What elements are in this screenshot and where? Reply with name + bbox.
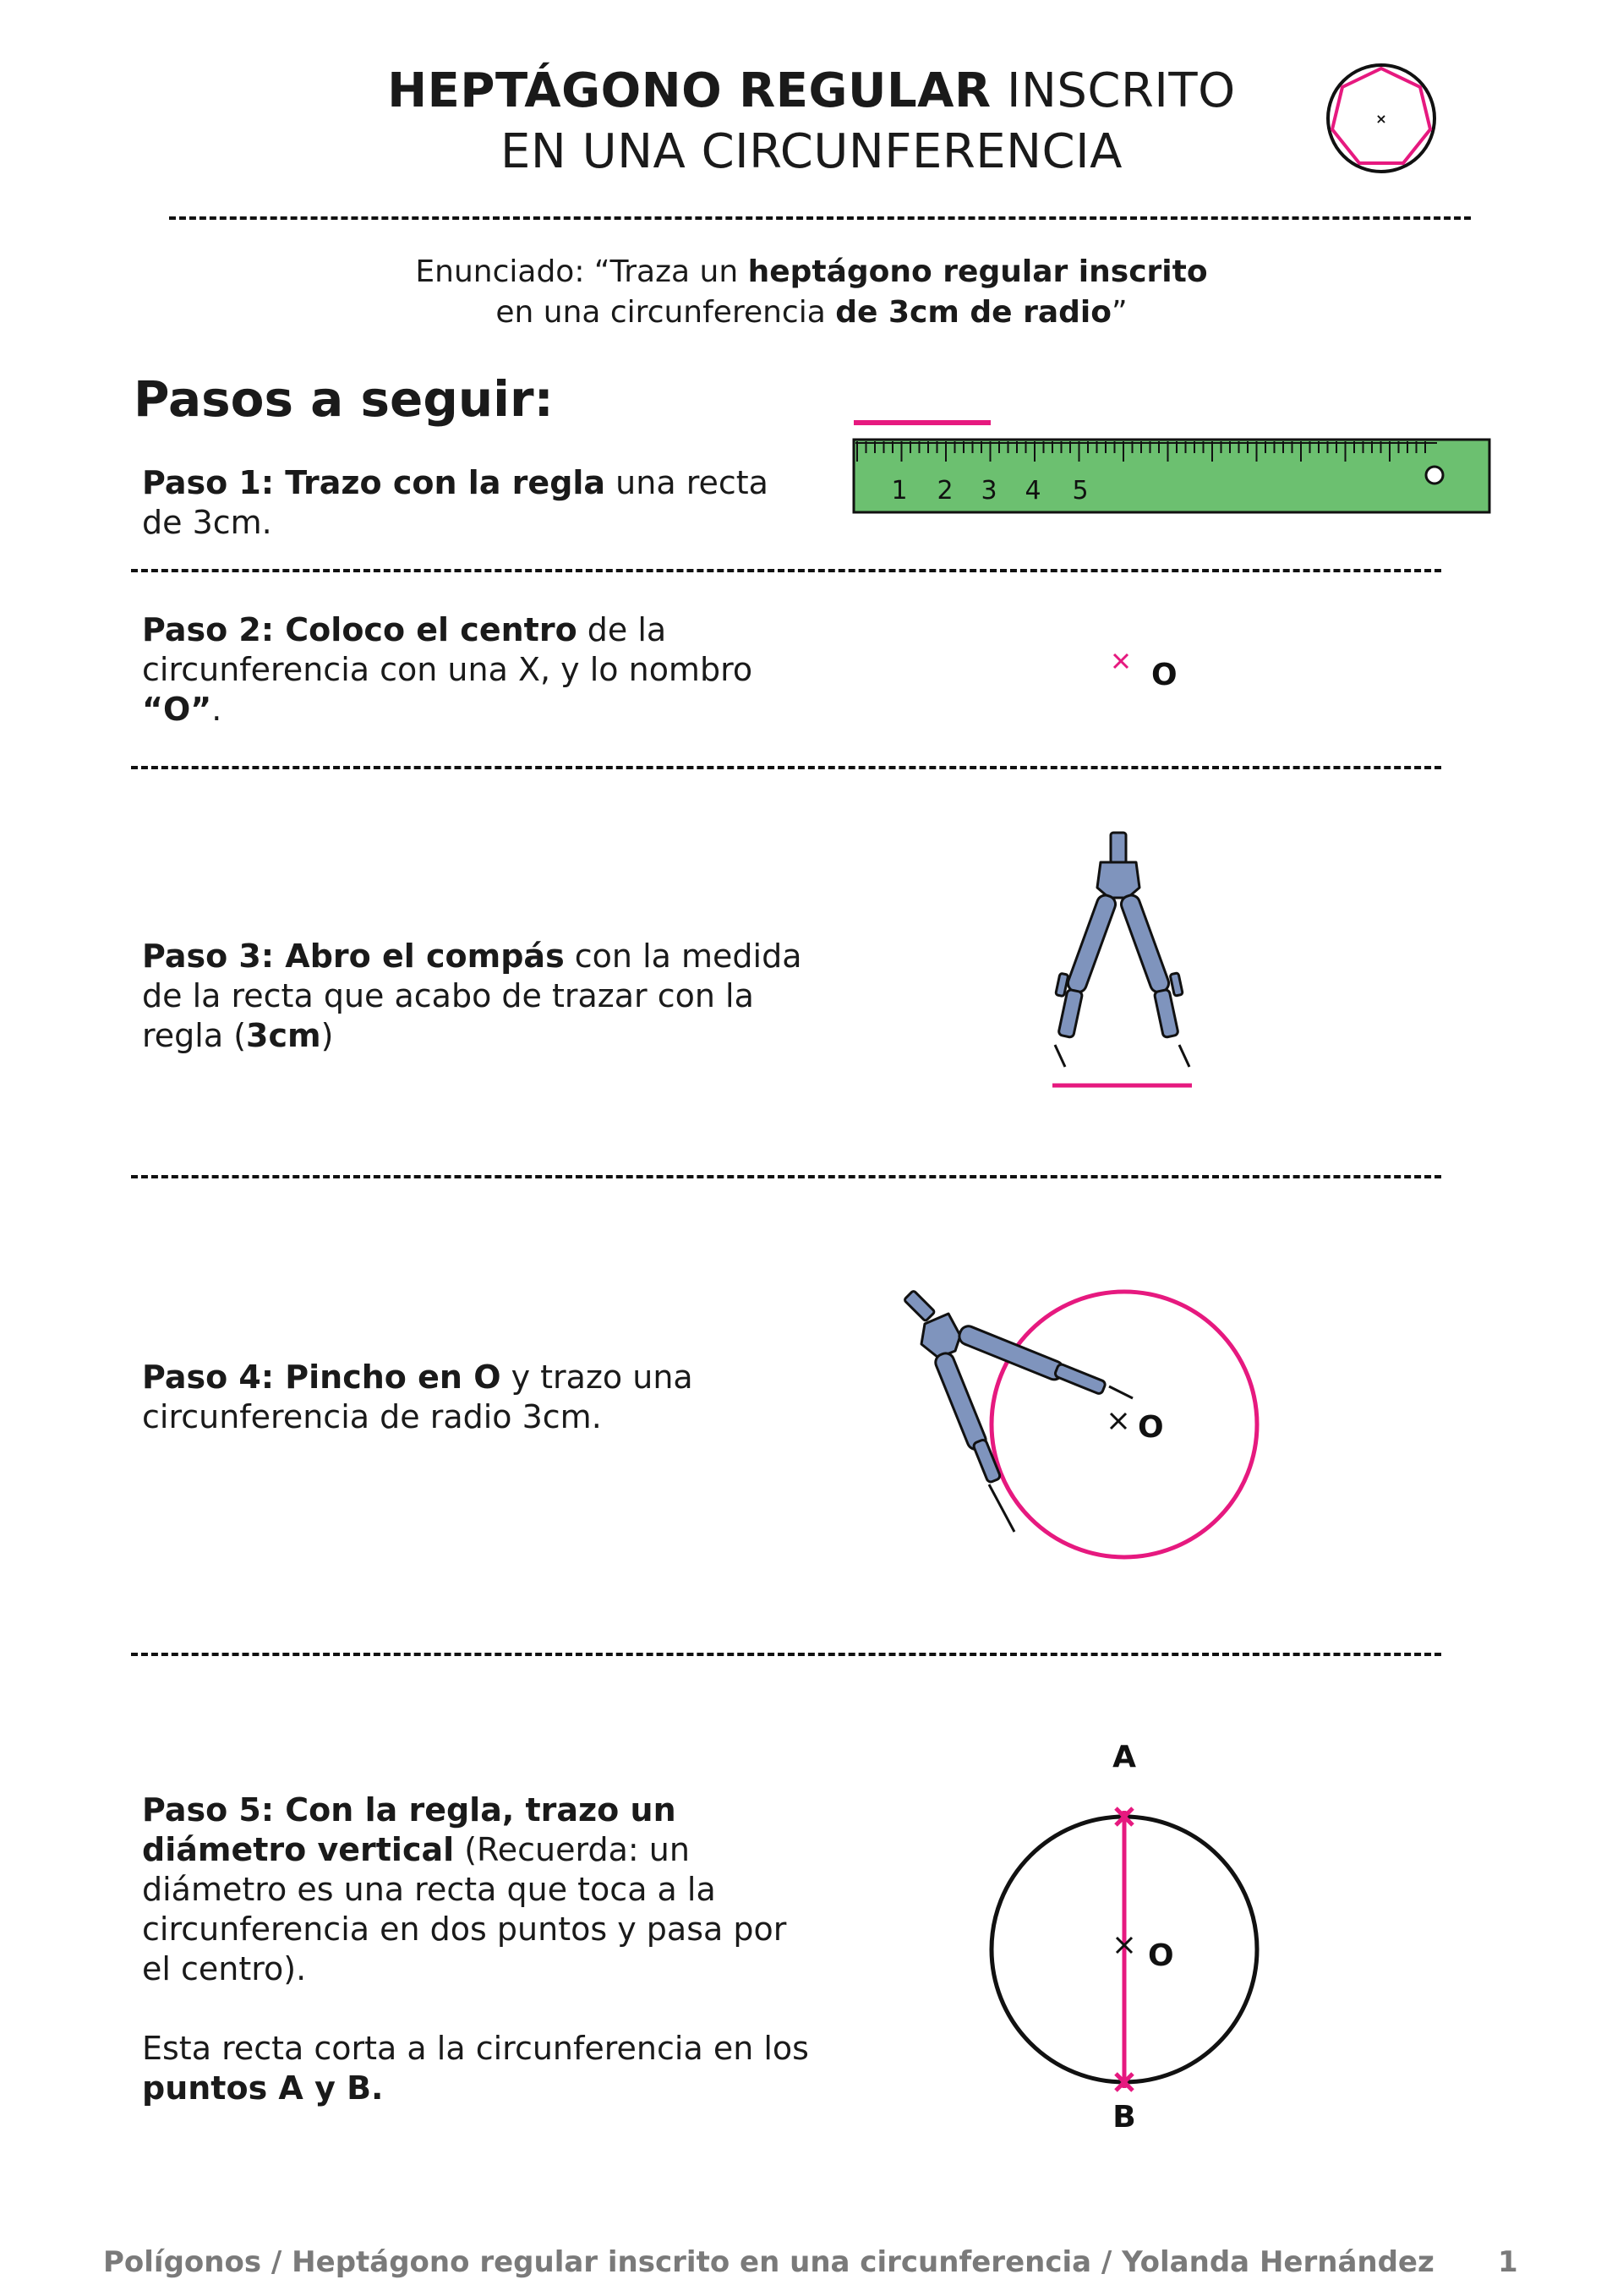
point-b-label: B (1112, 2100, 1136, 2135)
step-4-rest: y trazo una circunferencia de radio 3cm. (142, 1358, 693, 1435)
ruler-number-3: 3 (981, 476, 997, 506)
divider (131, 1175, 1441, 1178)
divider (169, 216, 1471, 220)
statement-line1-pre: Enunciado: “Traza un (415, 254, 748, 289)
step-4-text (142, 1358, 818, 1437)
ruler-figure (845, 414, 1505, 520)
heptagon-icon (1324, 61, 1439, 176)
step-5-bold-points: puntos A y B. (142, 2069, 384, 2107)
step-2-bold-o: “O” (142, 691, 212, 728)
center-x-mark: × (1375, 111, 1387, 127)
center-label-step5: O (1148, 1938, 1174, 1973)
step-5-bold: Paso 5: Con la regla, trazo un diámetro vertical (142, 1791, 676, 1868)
step-3-end: ) (320, 1017, 334, 1054)
center-label: O (1151, 658, 1178, 692)
compass-open-icon (1031, 828, 1217, 1099)
step-1-bold: Paso 1: Trazo con la regla (142, 464, 606, 501)
step-4-bold: Paso 4: Pincho en O (142, 1358, 501, 1396)
title-line2: EN UNA CIRCUNFERENCIA (500, 124, 1123, 179)
step-5-rest: (Recuerda: un diámetro es una recta que toca a la circunferencia en dos puntos y pasa por el centro). (142, 1831, 787, 1987)
statement-line1-bold: heptágono regular inscrito (747, 254, 1208, 289)
step-3-bold-3cm: 3cm (246, 1017, 321, 1054)
statement-line2-post: ” (1111, 295, 1128, 330)
statement-line2-pre: en una circunferencia (495, 295, 836, 330)
ruler-number-1: 1 (891, 476, 908, 506)
statement-line2-bold: de 3cm de radio (835, 295, 1112, 330)
step-3-rest: con la medida de la recta que acabo de trazar con la regla ( (142, 938, 802, 1054)
ruler-number-4: 4 (1025, 476, 1041, 506)
step-1-text (142, 463, 818, 543)
compass-circle-figure (888, 1285, 1276, 1572)
divider (131, 1653, 1441, 1656)
step-3-text (142, 937, 818, 1056)
step-2-rest: de la circunferencia con una X, y lo nombro (142, 611, 753, 688)
step-2-text (142, 610, 818, 730)
footer-breadcrumb: Polígonos / Heptágono regular inscrito en una circunferencia / Yolanda Hernández (103, 2245, 1434, 2279)
step-3-bold: Paso 3: Abro el compás (142, 938, 565, 975)
step-1-rest: una recta de 3cm. (142, 464, 768, 541)
point-a-label: A (1112, 1740, 1136, 1774)
step-5-text (142, 1790, 818, 2108)
statement (0, 252, 1623, 333)
divider (131, 766, 1441, 769)
steps-heading: Pasos a seguir: (134, 370, 554, 428)
center-mark-figure (1107, 644, 1192, 695)
step-5-text2: Esta recta corta a la circunferencia en los (142, 2030, 809, 2067)
diameter-figure (972, 1733, 1268, 2139)
step-2-end: . (211, 691, 222, 728)
page-number: 1 (1498, 2245, 1518, 2279)
step-2-bold: Paso 2: Coloco el centro (142, 611, 577, 648)
title-rest: INSCRITO (991, 63, 1236, 118)
divider (131, 569, 1441, 572)
ruler-number-5: 5 (1072, 476, 1089, 506)
center-label-step4: O (1138, 1410, 1164, 1445)
ruler-number-2: 2 (937, 476, 954, 506)
title-bold: HEPTÁGONO REGULAR (387, 63, 992, 118)
